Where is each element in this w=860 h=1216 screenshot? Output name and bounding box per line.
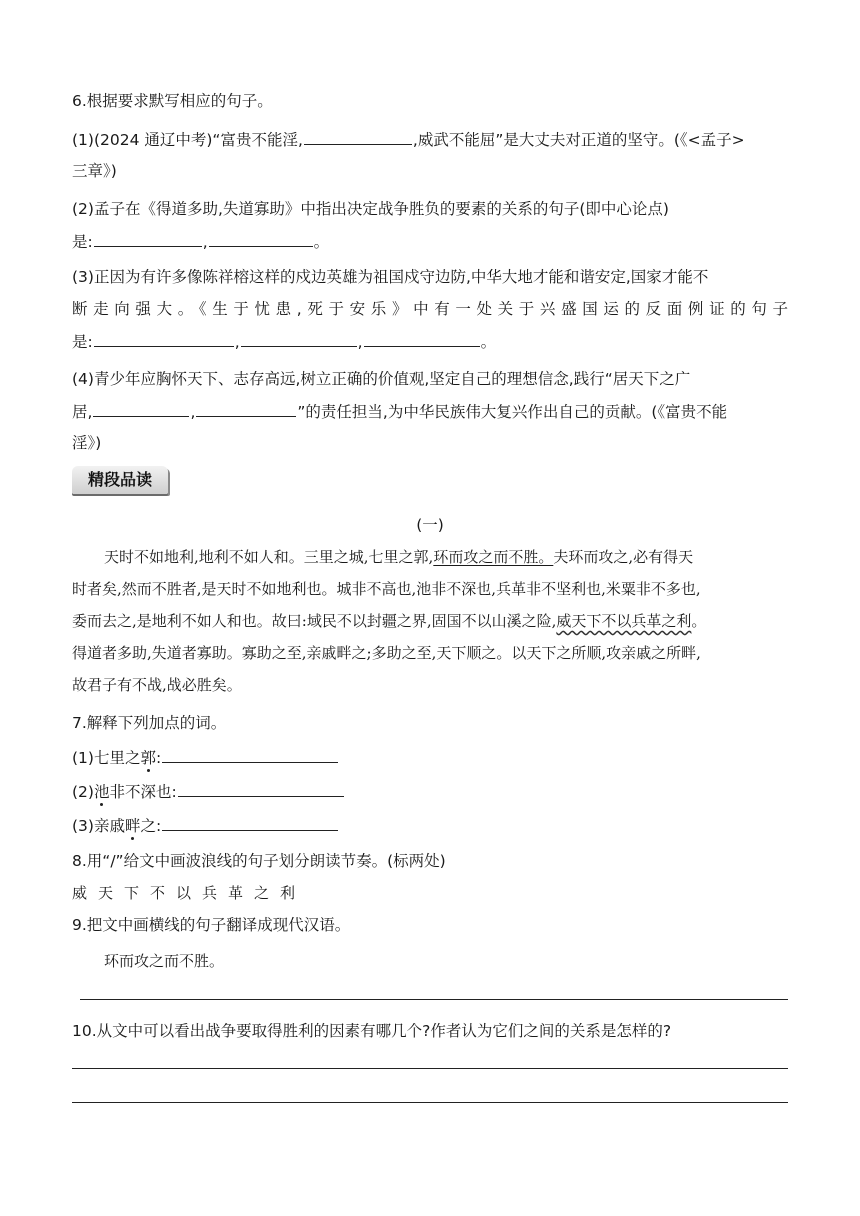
answer-blank[interactable] xyxy=(94,230,202,247)
passage-heading: (一) xyxy=(416,516,444,534)
answer-blank[interactable] xyxy=(241,330,357,347)
q8-title: 8.用“/”给文中画波浪线的句子划分朗读节奏。(标两处) xyxy=(72,852,446,870)
passage-line-5: 故君子有不战,战必胜矣。 xyxy=(72,676,242,694)
dotted-word: 畔 xyxy=(124,817,141,835)
dotted-word: 郭 xyxy=(140,749,156,767)
q6-part1-line2: 三章》) xyxy=(72,162,117,180)
q8-sentence: 威天下不以兵革之利 xyxy=(72,884,307,902)
q6-part4-line3: 淫》) xyxy=(72,434,102,452)
q6-part3-line3: 是: , , 。 xyxy=(72,330,792,353)
q7-item-1: (1)七里之郭: xyxy=(72,746,792,769)
q6-title: 6.根据要求默写相应的句子。 xyxy=(72,92,273,110)
q9-sentence: 环而攻之而不胜。 xyxy=(104,952,225,970)
answer-blank[interactable] xyxy=(304,128,412,145)
answer-blank[interactable] xyxy=(196,400,296,417)
answer-blank[interactable] xyxy=(94,330,234,347)
passage-line-4: 得道者多助,失道者寡助。寡助之至,亲戚畔之;多助之至,天下顺之。以天下之所顺,攻亲戚之所畔, xyxy=(72,644,701,662)
answer-line[interactable] xyxy=(80,999,788,1000)
underlined-sentence: 环而攻之而不胜。 xyxy=(433,548,554,566)
passage-line-1: 天时不如地利,地利不如人和。三里之城,七里之郭,环而攻之而不胜。夫环而攻之,必有得天 xyxy=(104,548,694,566)
q6-part3-line2: 断走向强大。《生于忧患,死于安乐》中有一处关于兴盛国运的反面例证的句子 xyxy=(72,300,788,318)
wavy-underlined-sentence: 威天下不以兵革之利 xyxy=(556,612,692,630)
answer-blank[interactable] xyxy=(162,746,338,763)
answer-blank[interactable] xyxy=(178,780,344,797)
q6-part1-line1: (1)(2024 通辽中考)“富贵不能淫, ,威武不能屈”是大丈夫对正道的坚守。(《<孟子> xyxy=(72,128,792,151)
answer-line[interactable] xyxy=(72,1068,788,1069)
answer-blank[interactable] xyxy=(93,400,189,417)
q10-title: 10.从文中可以看出战争要取得胜利的因素有哪几个?作者认为它们之间的关系是怎样的? xyxy=(72,1022,672,1040)
q7-item-2: (2)池非不深也: xyxy=(72,780,792,803)
answer-line[interactable] xyxy=(72,1102,788,1103)
q6-part2-line1: (2)孟子在《得道多助,失道寡助》中指出决定战争胜负的要素的关系的句子(即中心论点) xyxy=(72,200,669,218)
q6-part3-line1: (3)正因为有许多像陈祥榕这样的戍边英雄为祖国戍守边防,中华大地才能和谐安定,国家才能不 xyxy=(72,268,709,286)
answer-blank[interactable] xyxy=(162,814,338,831)
dotted-word: 池 xyxy=(93,783,110,801)
q6-part4-line1: (4)青少年应胸怀天下、志存高远,树立正确的价值观,坚定自己的理想信念,践行“居天下之广 xyxy=(72,370,691,388)
q7-item-3: (3)亲戚畔之: xyxy=(72,814,792,837)
answer-blank[interactable] xyxy=(364,330,480,347)
answer-blank[interactable] xyxy=(209,230,313,247)
q7-title: 7.解释下列加点的词。 xyxy=(72,714,227,732)
q6-part2-line2: 是: , 。 xyxy=(72,230,792,253)
q6-part4-line2: 居, , ”的责任担当,为中华民族伟大复兴作出自己的贡献。(《富贵不能 xyxy=(72,400,792,423)
passage-line-2: 时者矣,然而不胜者,是天时不如地利也。城非不高也,池非不深也,兵革非不坚利也,米粟非不多也, xyxy=(72,580,701,598)
section-tab: 精段品读 xyxy=(72,466,168,494)
passage-line-3: 委而去之,是地利不如人和也。故曰:域民不以封疆之界,固国不以山溪之险,威天下不以兵革之利。 xyxy=(72,612,707,630)
q9-title: 9.把文中画横线的句子翻译成现代汉语。 xyxy=(72,916,351,934)
